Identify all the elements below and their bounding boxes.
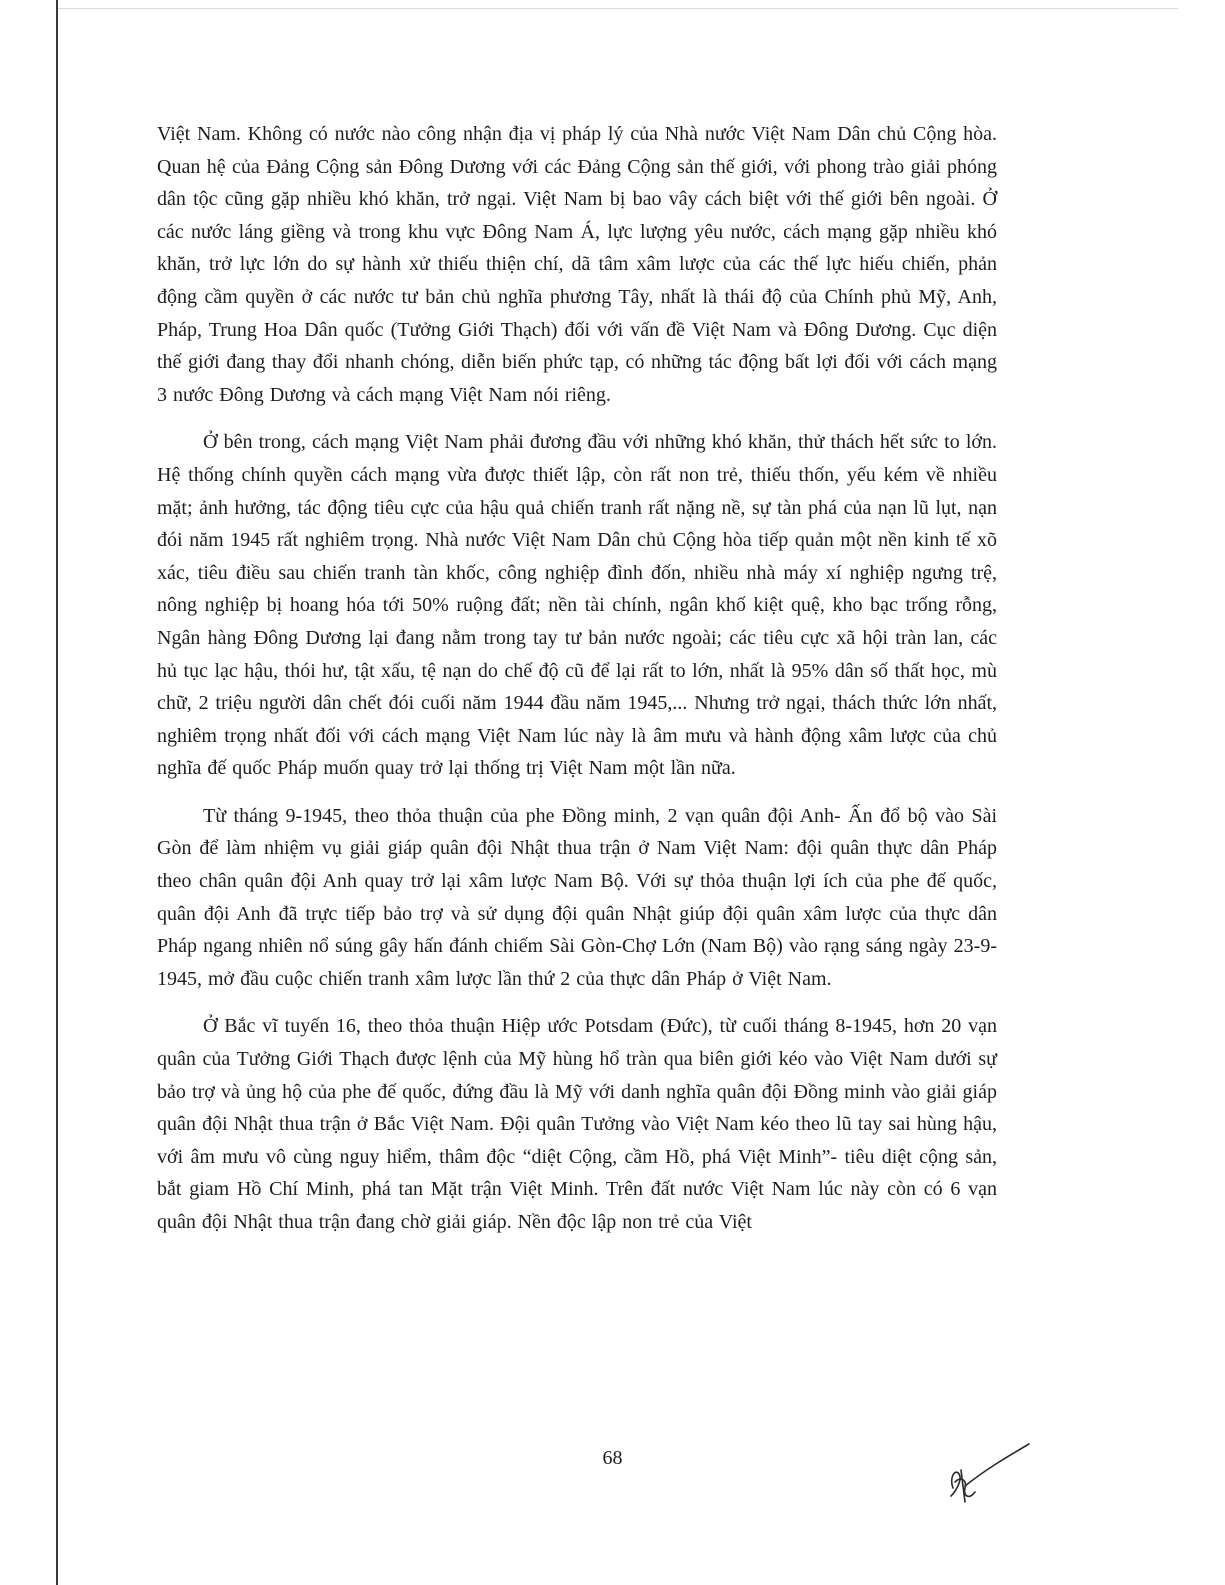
scan-edge-top xyxy=(58,8,1178,9)
page-body xyxy=(157,118,997,1239)
paragraph-4: Ở Bắc vĩ tuyến 16, theo thỏa thuận Hiệp ước Potsdam (Đức), từ cuối tháng 8-1945, hơn 20 vạn quân của Tưởng Giới Thạch được lệnh của Mỹ hùng hổ tràn qua biên giới kéo vào Việt Nam dưới sự bảo trợ và ủng hộ của phe đế quốc, đứng đầu là Mỹ với danh nghĩa quân đội Đồng minh vào giải giáp quân đội Nhật thua trận ở Bắc Việt Nam. Đội quân Tưởng vào Việt Nam kéo theo lũ tay sai hùng hậu, với âm mưu vô cùng nguy hiểm, thâm độc “diệt Cộng, cầm Hồ, phá Việt Minh”- tiêu diệt cộng sản, bắt giam Hồ Chí Minh, phá tan Mặt trận Việt Minh. Trên đất nước Việt Nam lúc này còn có 6 vạn quân đội Nhật thua trận đang chờ giải giáp. Nền độc lập non trẻ của Việt xyxy=(157,1015,997,1233)
paragraph-3: Từ tháng 9-1945, theo thỏa thuận của phe Đồng minh, 2 vạn quân đội Anh- Ấn đổ bộ vào Sài Gòn để làm nhiệm vụ giải giáp quân đội Nhật thua trận ở Nam Việt Nam: đội quân thực dân Pháp theo chân quân đội Anh quay trở lại xâm lược Nam Bộ. Với sự thỏa thuận lợi ích của phe đế quốc, quân đội Anh đã trực tiếp bảo trợ và sử dụng đội quân Nhật giúp đội quân xâm lược của thực dân Pháp ngang nhiên nổ súng gây hấn đánh chiếm Sài Gòn-Chợ Lớn (Nam Bộ) vào rạng sáng ngày 23-9-1945, mở đầu cuộc chiến tranh xâm lược lần thứ 2 của thực dân Pháp ở Việt Nam. xyxy=(157,804,997,990)
paragraph-2: Ở bên trong, cách mạng Việt Nam phải đương đầu với những khó khăn, thử thách hết sức to lớn. Hệ thống chính quyền cách mạng vừa được thiết lập, còn rất non trẻ, thiếu thốn, yếu kém về nhiều mặt; ảnh hưởng, tác động tiêu cực của hậu quả chiến tranh rất nặng nề, sự tàn phá của nạn lũ lụt, nạn đói năm 1945 rất nghiêm trọng. Nhà nước Việt Nam Dân chủ Cộng hòa tiếp quản một nền kinh tế xõ xác, tiêu điều sau chiến tranh tàn khốc, công nghiệp đình đốn, nhiều nhà máy xí nghiệp ngưng trệ, nông nghiệp bị hoang hóa tới 50% ruộng đất; nền tài chính, ngân khố kiệt quệ, kho bạc trống rỗng, Ngân hàng Đông Dương lại đang nằm trong tay tư bản nước ngoài; các tiêu cực xã hội tràn lan, các hủ tục lạc hậu, thói hư, tật xấu, tệ nạn do chế độ cũ để lại rất to lớn, nhất là 95% dân số thất học, mù chữ, 2 triệu người dân chết đói cuối năm 1944 đầu năm 1945,... Nhưng trở ngại, thách thức lớn nhất, nghiêm trọng nhất đối với cách mạng Việt Nam lúc này là âm mưu và hành động xâm lược của chủ nghĩa đế quốc Pháp muốn quay trở lại thống trị Việt Nam một lần nữa. xyxy=(157,431,997,780)
scan-edge-left xyxy=(56,0,58,1585)
handwritten-signature xyxy=(925,1430,1035,1510)
page-number: 68 xyxy=(602,1447,623,1469)
paragraph-1: Việt Nam. Không có nước nào công nhận địa vị pháp lý của Nhà nước Việt Nam Dân chủ Cộng hòa. Quan hệ của Đảng Cộng sản Đông Dương với các Đảng Cộng sản thế giới, với phong trào giải phóng dân tộc cũng gặp nhiều khó khăn, trở ngại. Việt Nam bị bao vây cách biệt với thế giới bên ngoài. Ở các nước láng giềng và trong khu vực Đông Nam Á, lực lượng yêu nước, cách mạng gặp nhiều khó khăn, trở lực lớn do sự hành xử thiếu thiện chí, dã tâm xâm lược của các thế lực hiếu chiến, phản động cầm quyền ở các nước tư bản chủ nghĩa phương Tây, nhất là thái độ của Chính phủ Mỹ, Anh, Pháp, Trung Hoa Dân quốc (Tưởng Giới Thạch) đối với vấn đề Việt Nam và Đông Dương. Cục diện thế giới đang thay đổi nhanh chóng, diễn biến phức tạp, có những tác động bất lợi đối với cách mạng 3 nước Đông Dương và cách mạng Việt Nam nói riêng. xyxy=(157,123,997,406)
